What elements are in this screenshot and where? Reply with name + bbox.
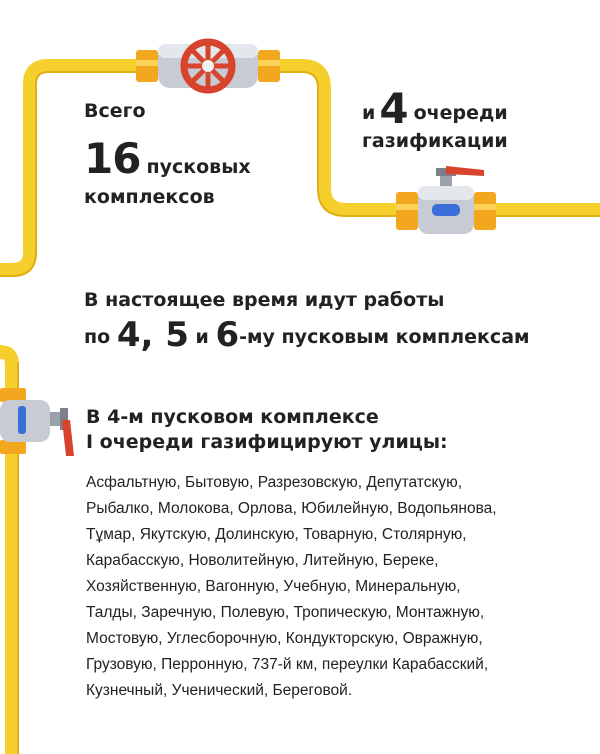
pipe-valve-wheel-icon bbox=[136, 42, 280, 90]
streets-line: Карабасскую, Новолитейную, Литейную, Береке, bbox=[86, 552, 439, 569]
stages-line bbox=[362, 84, 508, 133]
stages-unit: газификации bbox=[362, 130, 508, 152]
total-count-line bbox=[84, 134, 251, 183]
stages-number: 4 bbox=[379, 84, 408, 133]
total-count-number: 16 bbox=[84, 134, 141, 183]
total-count-suffix: пусковых bbox=[146, 156, 251, 178]
streets-line: Рыбалко, Молокова, Орлова, Юбилейную, Водопьянова, bbox=[86, 500, 497, 517]
total-count-unit: комплексов bbox=[84, 186, 215, 208]
streets-line: Асфальтную, Бытовую, Разрезовскую, Депутатскую, bbox=[86, 474, 463, 491]
current-works-number-6: 6 bbox=[215, 315, 240, 355]
streets-heading-line2: I очереди газифицируют улицы: bbox=[86, 431, 448, 453]
current-works-numbers: 4, 5 bbox=[116, 315, 189, 355]
streets-line: Кузнечный, Ученический, Береговой. bbox=[86, 682, 353, 699]
streets-list bbox=[86, 470, 556, 704]
current-works-line2 bbox=[84, 315, 530, 355]
streets-line: Талды, Заречную, Полевую, Тропическую, Монтажную, bbox=[86, 604, 485, 621]
streets-line: Грузовую, Перронную, 737-й км, переулки Карабасский, bbox=[86, 656, 489, 673]
stages-suffix: очереди bbox=[413, 102, 508, 124]
stages-prefix: и bbox=[362, 102, 376, 124]
streets-line: Хозяйственную, Вагонную, Учебную, Минеральную, bbox=[86, 578, 461, 595]
streets-heading-line1: В 4-м пусковом комплексе bbox=[86, 406, 379, 428]
ball-valve-icon bbox=[396, 166, 496, 234]
current-works-line1: В настоящее время идут работы bbox=[84, 289, 445, 311]
total-label: Всего bbox=[84, 100, 146, 122]
streets-line: Мостовую, Углесборочную, Кондукторскую, Овражную, bbox=[86, 630, 483, 647]
streets-line: Тұмар, Якутскую, Долинскую, Товарную, Столярную, bbox=[86, 526, 467, 543]
current-works-suffix: -му пусковым комплексам bbox=[239, 326, 530, 348]
current-works-conj: и bbox=[195, 326, 209, 348]
side-valve-icon bbox=[0, 388, 74, 456]
current-works-prefix: по bbox=[84, 326, 111, 348]
